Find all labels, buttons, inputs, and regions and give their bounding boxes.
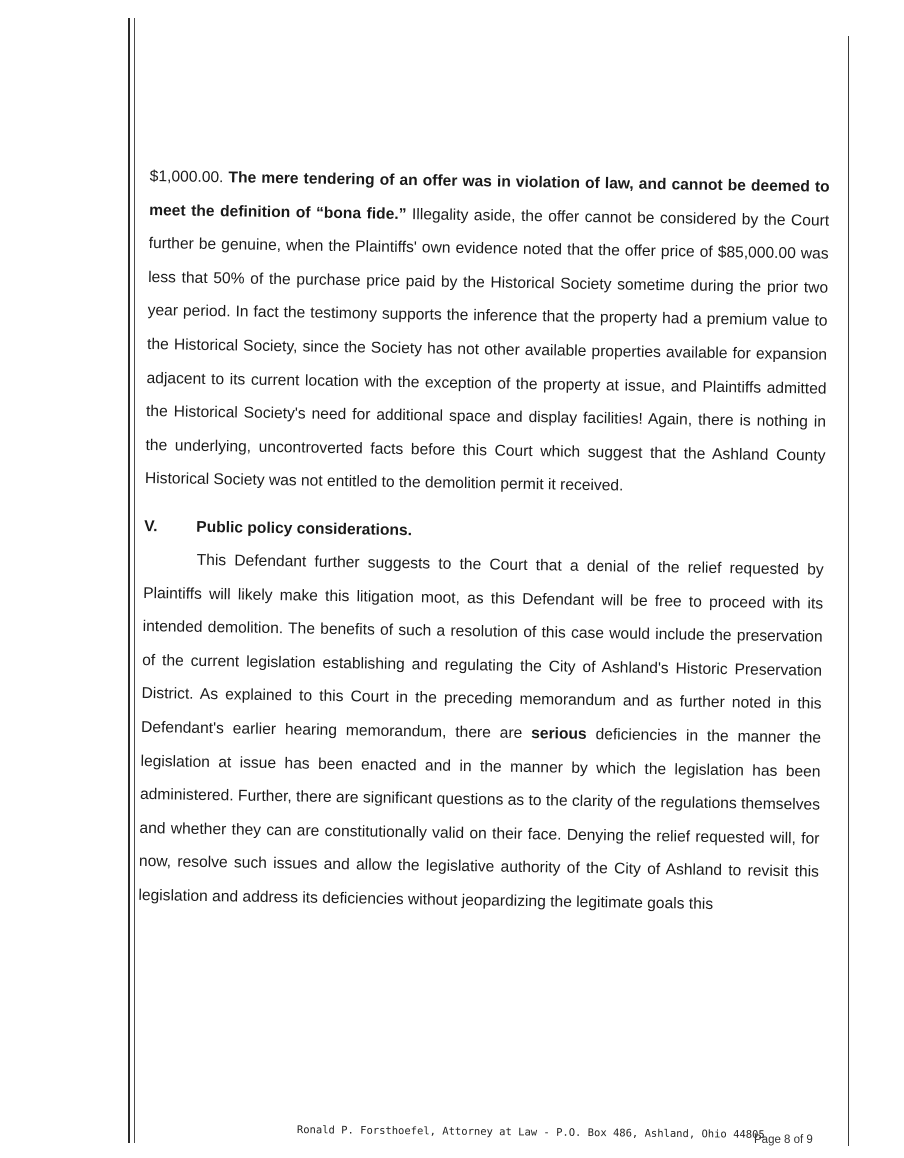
- footer-attorney: Ronald P. Forsthoefel, Attorney at Law - P.O. Box 486, Ashland, Ohio 44805: [296, 1124, 765, 1141]
- paragraph-public-policy: [138, 543, 824, 923]
- section-number: V.: [144, 517, 158, 536]
- document-body: [138, 160, 830, 923]
- section-title: Public policy considerations.: [196, 518, 413, 540]
- text-run: This Defendant further suggests to the Court that a denial of the relief requested by Plaintiffs will likely make this litigation moot, as this Defendant will be free to proceed with its intended demolition. The benefits of such a resolution of this case would include the preservation of the current legislation establishing and regulating the City of Ashland's Historic Preservation District. As explained to this Court in the preceding memorandum and as further noted in this Defendant's earlier hearing memorandum, there are: [140, 551, 824, 742]
- left-margin-rule-inner: [134, 18, 135, 1143]
- paragraph-bona-fide: [145, 160, 830, 507]
- bold-text-run: serious: [531, 724, 587, 743]
- right-margin-rule: [848, 36, 849, 1146]
- page-number: Page 8 of 9: [754, 1134, 813, 1146]
- bold-text-run: The mere tendering of an offer was in violation of law, and cannot be deemed to meet the definition of “bona fide.”: [149, 169, 830, 223]
- text-run: $1,000.00.: [149, 167, 229, 187]
- text-run: deficiencies in the manner the legislation at issue has been enacted and in the manner by which the legislation has been administered. Further, there are significant questions as to the clarity of the regulations themselves and whether they can are constitutionally valid on their face. Denying the relief requested will, for now, resolve such issues and allow the legislative authority of the City of Ashland to revisit this legislation and address its deficiencies without jeopardizing the legitimate goals this: [138, 725, 822, 913]
- left-margin-rule: [128, 18, 130, 1143]
- text-run: Illegality aside, the offer cannot be considered by the Court further be genuine, when the Plaintiffs' own evidence noted that the offer price of $85,000.00 was less that 50% of the purchase price paid by the Historical Society sometime during the prior two year period. In fact the testimony supports the inference that the property had a premium value to the Historical Society, since the Society has not other available properties available for expansion adjacent to its current location with the exception of the property at issue, and Plaintiffs admitted the Historical Society's need for additional space and display facilities! Again, there is nothing in the underlying, uncontroverted facts before this Court which suggest that the Ashland County Historical Society was not entitled to the demolition permit it received.: [144, 205, 830, 495]
